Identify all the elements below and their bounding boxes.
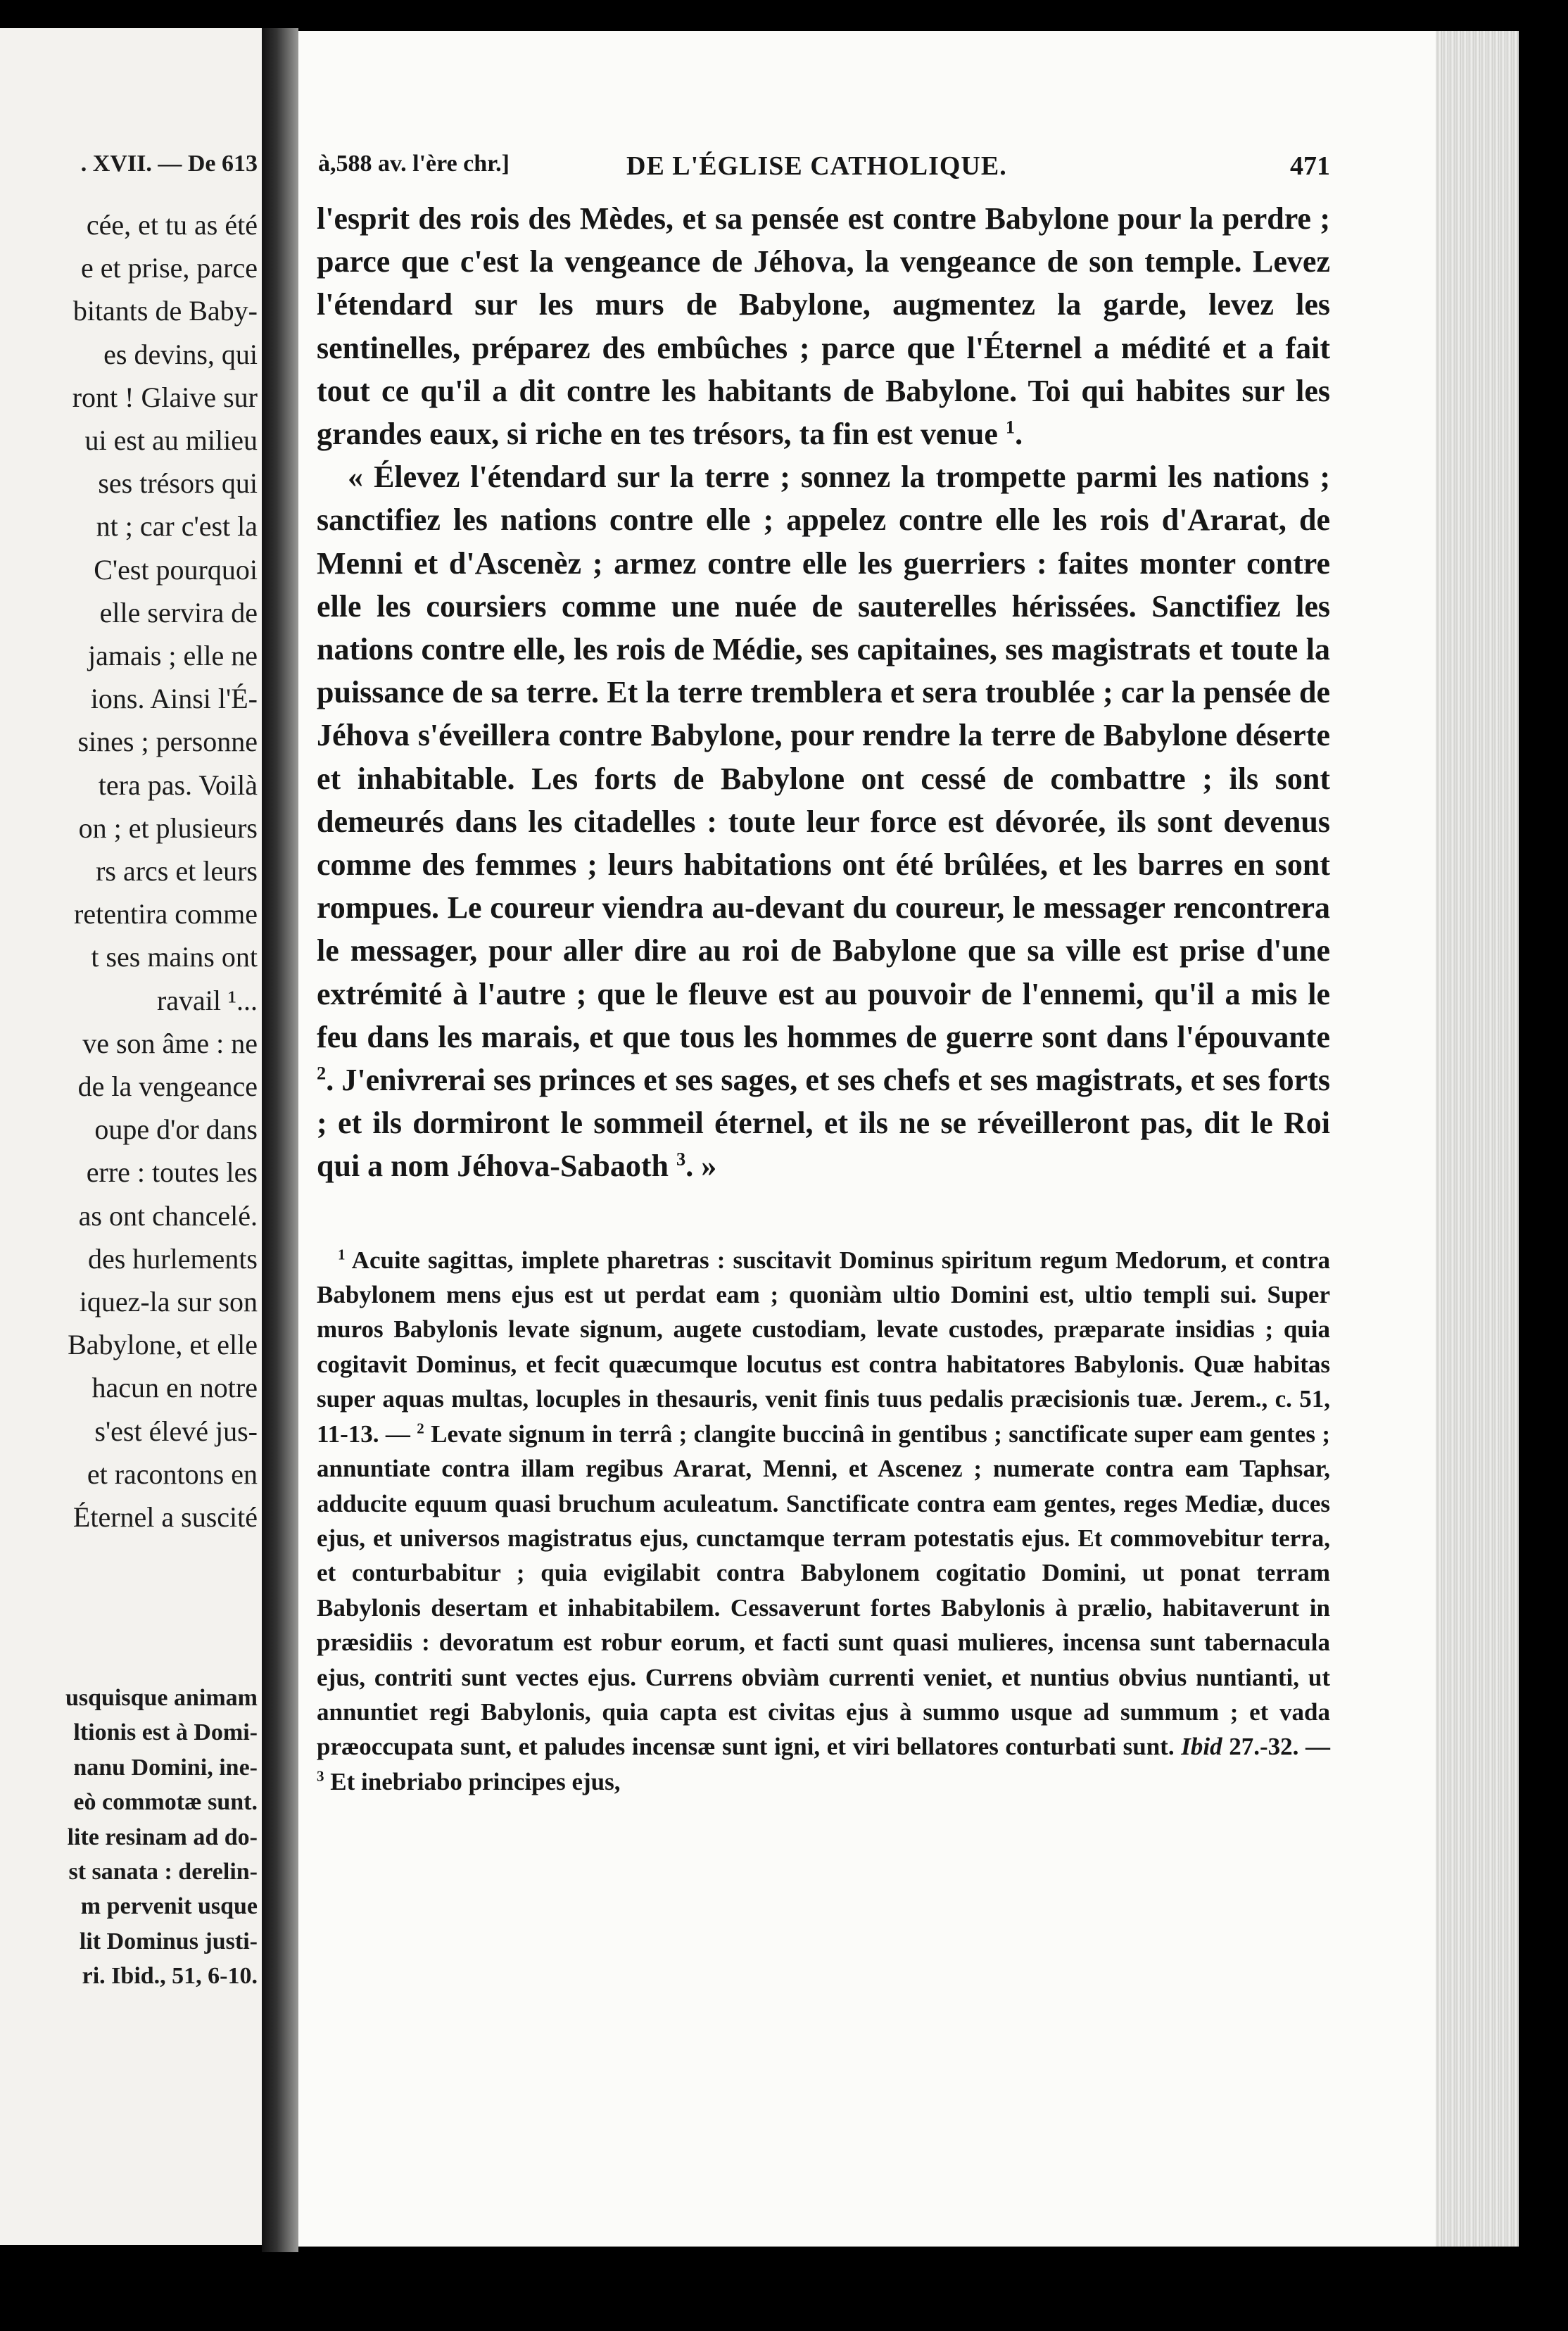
left-page-line: elle servira de [99, 596, 258, 628]
left-page-fragment [0, 28, 262, 2245]
running-head-title: DE L'ÉGLISE CATHOLIQUE. [626, 151, 1007, 181]
left-page-line: ui est au milieu [84, 424, 258, 456]
left-page-line: ions. Ainsi l'É- [90, 683, 258, 715]
left-page-line: retentira comme [74, 898, 258, 930]
left-page-note-line: lit Dominus justi- [79, 1928, 258, 1954]
left-page-line: ses trésors qui [98, 467, 258, 500]
left-page-line: on ; et plusieurs [78, 811, 258, 844]
left-page-line: ve son âme : ne [82, 1027, 258, 1059]
left-page-line: s'est élevé jus- [94, 1415, 258, 1447]
left-page-note-line: ltionis est à Domi- [73, 1719, 258, 1746]
footnote-block [317, 1243, 1330, 1800]
running-head [317, 151, 1330, 193]
paragraph-1 [317, 197, 1330, 455]
footnote-mark-1: 1 [338, 1246, 346, 1263]
footnote-2-text: Levate signum in terrâ ; clangite buccinâ in gentibus ; sanctificate super eam gentes ; annuntiate contra illam regibus Ararat, Menni, et Ascenez ; numerate contra eam Taphsar, adducite equum quasi bruchum aculeatum. Sanctificate contra eam gentes, reges Mediæ, duces ejus, et universos magistratus ejus, cunctamque terram potestatis ejus. Et commovebitur terra, et conturbabitur ; quia evigilabit contra Babylonem cogitatio Domini, ut ponat terram Babylonis desertam et inhabitabilem. Cessaverunt fortes Babylonis à prælio, habitaverunt in præsidiis : devoratum est robur eorum, et facti sunt quasi mulieres, incensa sunt tabernacula ejus, contriti sunt vectes ejus. Currens obviàm currenti veniet, et nuntius obvius nuntianti, ut annuntiet regi Babylonis, quia capta est civitas ejus à summo usque ad summum ; et vada præoccupata sunt, et paludes incensæ sunt igni, et viri bellatores conturbati sunt. [317, 1420, 1330, 1761]
footnote-3-text: Et inebriabo principes ejus, [330, 1767, 621, 1795]
left-page-line: tera pas. Voilà [98, 769, 258, 801]
left-page-line: t ses mains ont [91, 941, 258, 973]
right-page-text [317, 151, 1330, 1799]
left-page-line: as ont chancelé. [78, 1199, 258, 1232]
left-page-note-line: eò commotæ sunt. [73, 1789, 258, 1816]
footnotes [317, 1243, 1330, 1800]
paragraph-2-text: « Élevez l'étendard sur la terre ; sonnez la trompette parmi les nations ; sanctifiez les nations contre elle ; appelez contre elle les rois d'Ararat, de Menni et d'Ascenèz ; armez contre elle les guerriers : faites monter contre elle les coursiers comme une nuée de sauterelles hérissées. Sanctifiez les nations contre elle, les rois de Médie, ses capitaines, ses magistrats et toute la puissance de sa terre. Et la terre tremblera et sera troublée ; car la pensée de Jéhova s'éveillera contre Babylone, pour rendre la terre de Babylone déserte et inhabitable. Les forts de Babylone ont cessé de combattre ; ils sont demeurés dans les citadelles : toute leur force est dévorée, ils sont devenus comme des femmes ; leurs habitations ont été brûlées, et les barres en sont rompues. Le coureur viendra au-devant du coureur, le messager rencontrera le messager, pour aller dire au roi de Babylone que sa ville est prise d'une extrémité à l'autre ; que le fleuve est au pouvoir de l'ennemi, qu'il a mis le feu dans les marais, et que tous les hommes de guerre sont dans l'épouvante [317, 460, 1330, 1054]
left-page-line: jamais ; elle ne [87, 640, 258, 671]
left-page-line: e et prise, parce [81, 252, 258, 284]
note-ref-2: 2 [317, 1062, 327, 1084]
footnote-mark-2: 2 [417, 1420, 424, 1437]
left-page-line: des hurlements [87, 1242, 258, 1275]
paragraph-2-end: . » [685, 1149, 717, 1184]
left-page-note-line: m pervenit usque [80, 1893, 258, 1920]
page-number: 471 [1290, 151, 1330, 181]
page-edges [1436, 31, 1519, 2247]
left-page-line: de la vengeance [77, 1070, 258, 1102]
book-gutter [262, 28, 298, 2252]
footnote-1-text: Acuite sagittas, implete pharetras : suscitavit Dominus spiritum regum Medorum, et contra Babylonem mens ejus est ut perdat eam ; quoniàm ultio Domini est, ultio templi sui. Super muros Babylonis levate signum, augete custodiam, levate custodes, præparate insidias ; quia cogitavit Dominus, et fecit quæcumque locutus est contra habitatores Babylonis. Quæ habitas super aquas multas, locuples in thesauris, venit finis tuus pedalis præcisionis tuæ. Jerem., c. 51, 11-13. — [317, 1246, 1330, 1448]
left-page-line: cée, et tu as été [86, 209, 258, 241]
paragraph-1-text: l'esprit des rois des Mèdes, et sa pensée est contre Babylone pour la perdre ; parce que c'est la vengeance de Jéhova, la vengeance de son temple. Levez l'étendard sur les murs de Babylone, augmentez la garde, levez les sentinelles, préparez des embûches ; parce que l'Éternel a médité et a fait tout ce qu'il a dit contre les habitants de Babylone. Toi qui habites sur les grandes eaux, si riche en tes trésors, ta fin est venue [317, 201, 1330, 452]
left-page-line: nt ; car c'est la [96, 510, 258, 543]
left-page-line: rs arcs et leurs [96, 855, 258, 887]
paragraph-2-continued: . J'enivrerai ses princes et ses sages, et ses chefs et ses magistrats, et ses forts ; et ils dormiront le sommeil éternel, et ils ne se réveilleront pas, dit le Roi qui a nom Jéhova-Sabaoth [317, 1063, 1330, 1184]
paragraph-1-end: . [1015, 417, 1023, 452]
left-page-note-line: nanu Domini, ine- [73, 1754, 258, 1781]
left-running-head: . XVII. — De 613 [80, 151, 258, 177]
left-page-line: et racontons en [87, 1458, 258, 1490]
left-page-line: hacun en notre [91, 1372, 258, 1404]
left-page-line: ravail ¹... [156, 984, 258, 1016]
left-page-note-line: usquisque animam [65, 1685, 258, 1711]
left-page-line: bitants de Baby- [72, 295, 258, 327]
left-page-line: Éternel a suscité [72, 1501, 258, 1533]
left-page-note-line: st sanata : derelin- [68, 1859, 258, 1885]
left-page-line: es devins, qui [103, 338, 258, 370]
footnote-citation: Ibid [1181, 1733, 1222, 1761]
note-ref-3: 3 [676, 1148, 686, 1170]
footnote-mark-3: 3 [317, 1767, 324, 1785]
left-page-line: oupe d'or dans [94, 1113, 258, 1146]
left-page-line: C'est pourquoi [94, 553, 258, 586]
paragraph-2 [317, 455, 1330, 1187]
body-text [317, 197, 1330, 1188]
running-head-date: à,588 av. l'ère chr.] [318, 151, 510, 177]
left-page-note-line: lite resinam ad do- [67, 1824, 258, 1850]
left-page-line: sines ; personne [77, 726, 258, 758]
footnote-citation-range: 27.-32. — [1222, 1733, 1331, 1761]
left-page-line: ront ! Glaive sur [72, 381, 258, 413]
left-page-line: erre : toutes les [86, 1156, 258, 1189]
left-page-line: iquez-la sur son [79, 1286, 258, 1318]
left-page-line: Babylone, et elle [68, 1329, 258, 1361]
left-page-note-line: ri. Ibid., 51, 6-10. [82, 1963, 258, 1990]
note-ref-1: 1 [1005, 416, 1016, 438]
